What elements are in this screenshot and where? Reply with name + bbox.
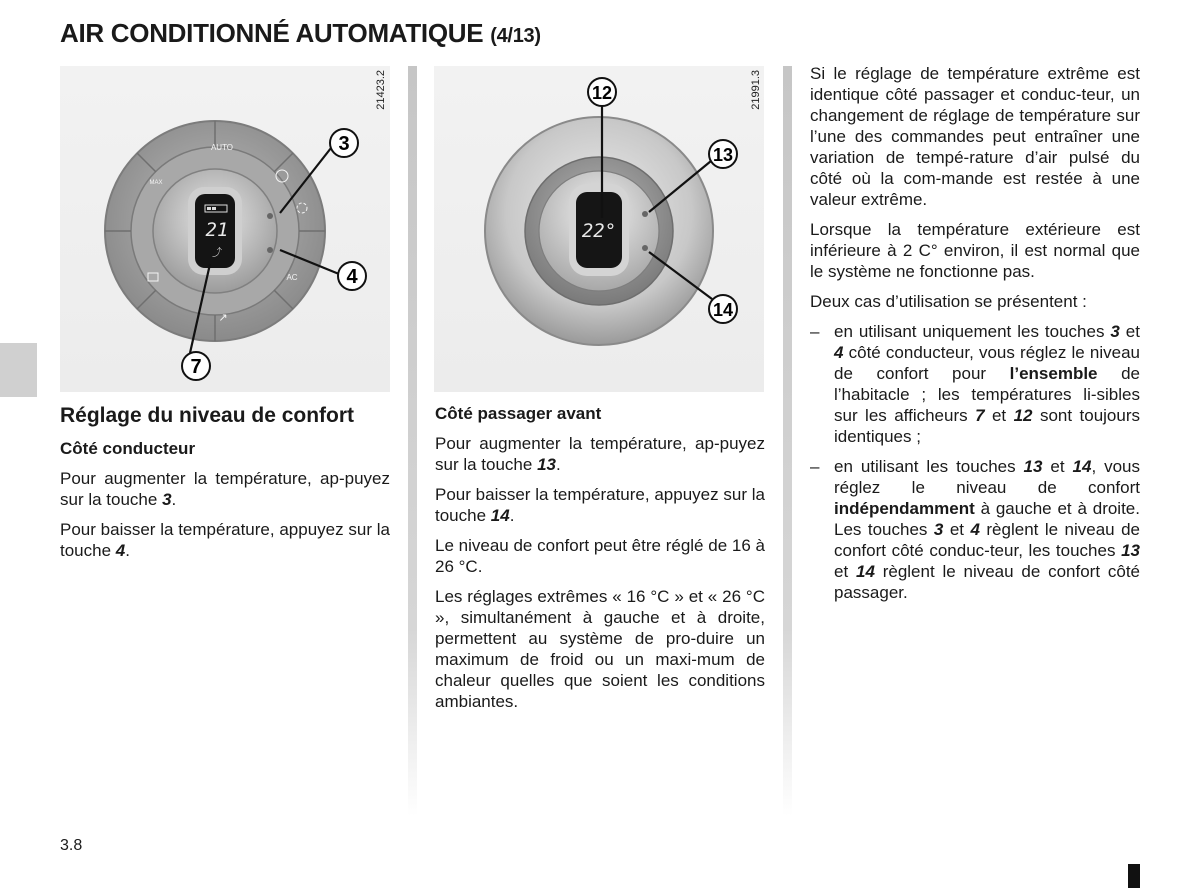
column-divider-right: [783, 66, 792, 816]
display-airflow-icon: ⤴: [212, 248, 222, 259]
callout-4: 4: [346, 266, 358, 288]
list-item-independent: – en utilisant les touches 13 et 14, vous réglez le niveau de confort indépendamment à gauche et à droite. Les touches 3 et 4 règlent le niveau de confort côté conduc-teur, les touches 13 et 14 règlent le niveau de confort côté passager.: [810, 457, 1141, 602]
page-number: 3.8: [60, 837, 83, 854]
ref-14: 14: [490, 506, 510, 525]
extreme-settings-paragraph: Les réglages extrêmes « 16 °C » et « 26 °C », simultanément à gauche et à droite, permettent au système de pro-duire un maximum de froid ou un maxi-mum de chaleur quelles que soient les conditions ambiantes.: [435, 587, 765, 711]
auto-label: AUTO: [210, 143, 234, 152]
button-14-indicator: [642, 245, 648, 251]
column-passenger-comfort: [435, 403, 765, 721]
callout-3: 3: [338, 133, 350, 155]
page-title: [60, 18, 541, 49]
figure-left-reference: 21423.2: [375, 70, 387, 110]
driver-decrease-paragraph: Pour baisser la température, appuyez sur la touche 4.: [60, 520, 390, 560]
driver-control-illustration: [60, 66, 390, 392]
callout-14: 14: [712, 300, 734, 320]
chapter-tab: [0, 343, 37, 397]
passenger-display-temp: 22°: [581, 220, 617, 242]
list-dash: –: [810, 457, 820, 476]
column-divider-left: [408, 66, 417, 816]
section-heading-comfort: Réglage du niveau de confort: [60, 404, 355, 427]
callout-12: 12: [591, 83, 613, 103]
title-text: AIR CONDITIONNÉ AUTOMATIQUE: [60, 18, 484, 48]
usage-cases-intro: Deux cas d’utilisation se présentent :: [810, 292, 1087, 311]
column-usage-notes: [810, 63, 1140, 612]
list-dash: –: [810, 322, 820, 341]
max-label: MAX: [149, 180, 163, 186]
driver-display-temp: 21: [205, 219, 229, 241]
passenger-decrease-paragraph: Pour baisser la température, appuyez sur la touche 14.: [435, 485, 765, 525]
driver-increase-paragraph: Pour augmenter la température, ap-puyez sur la touche 3.: [60, 469, 390, 509]
figure-passenger-control: [434, 66, 764, 392]
page-edge-marker: [1128, 864, 1140, 888]
figure-driver-control: [60, 66, 390, 392]
passenger-increase-paragraph: Pour augmenter la température, ap-puyez sur la touche 13.: [435, 434, 765, 474]
button-3-indicator: [267, 213, 273, 219]
button-4-indicator: [267, 247, 273, 253]
air-distribution-icon: ↗: [218, 312, 228, 324]
ref-4: 4: [115, 541, 126, 560]
extreme-setting-note: Si le réglage de température extrême est identique côté passager et conduc-teur, un changement de réglage de température sur l’une des commandes peut entraîner une variation de tempé-rature d’air pulsé du côté où la com-mande est restée à une valeur extrême.: [810, 64, 1140, 209]
figure-right-reference: 21991.3: [750, 70, 762, 110]
passenger-control-illustration: [434, 66, 764, 392]
list-item-driver-only: – en utilisant uniquement les touches 3 et 4 côté conducteur, vous réglez le niveau de confort pour l’ensemble de l’habitacle ; les températures li-sibles sur les afficheurs 7 et 12 sont toujours identiques ;: [810, 322, 1141, 446]
ref-3: 3: [162, 490, 172, 509]
subheading-driver-side: Côté conducteur: [60, 439, 196, 458]
low-temperature-note: Lorsque la température extérieure est inférieure à 2 C° environ, il est normal que le système ne fonctionne pas.: [810, 220, 1140, 281]
subheading-passenger-side: Côté passager avant: [435, 404, 602, 423]
callout-7: 7: [190, 356, 202, 378]
column-driver-comfort: [60, 403, 390, 570]
button-13-indicator: [642, 211, 648, 217]
page-counter: (4/13): [490, 25, 541, 47]
ac-label: AC: [286, 273, 298, 282]
callout-13: 13: [712, 145, 734, 165]
comfort-range-paragraph: Le niveau de confort peut être réglé de 16 à 26 °C.: [435, 536, 765, 576]
ref-13: 13: [537, 455, 556, 474]
